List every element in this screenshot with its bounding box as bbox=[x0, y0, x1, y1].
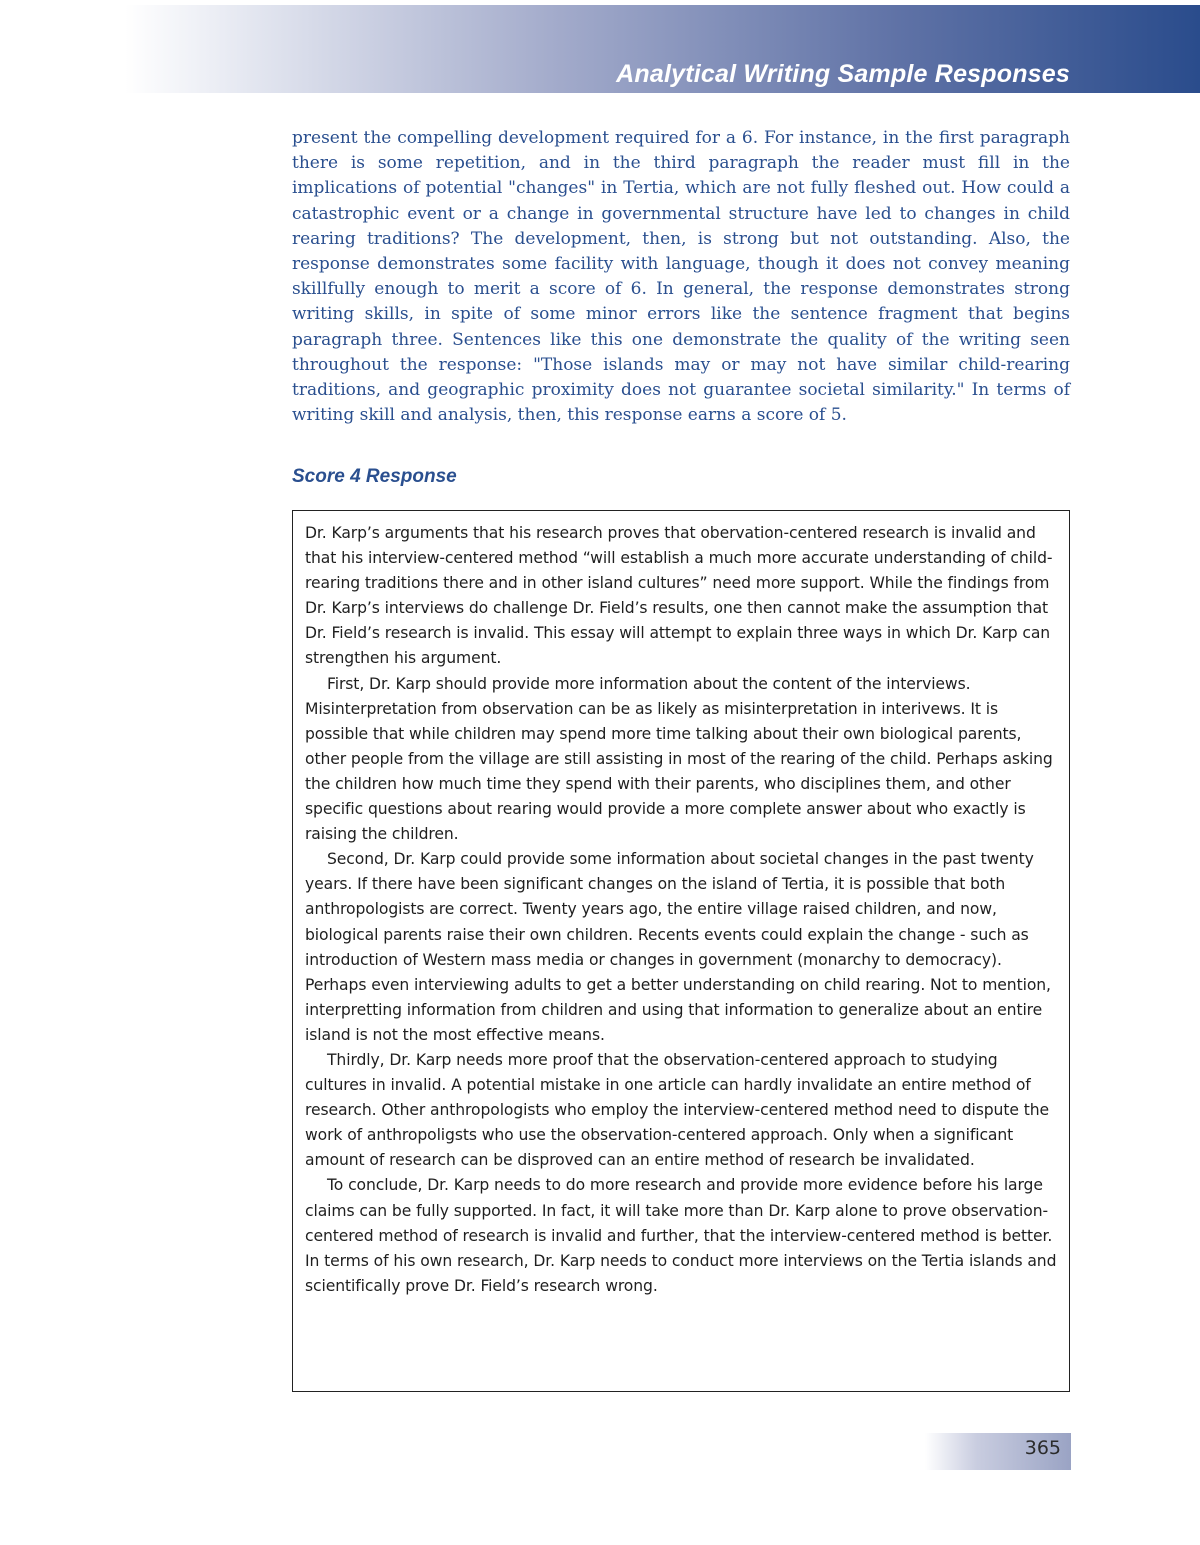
page-number-tab bbox=[925, 1433, 1071, 1470]
essay-paragraph-third-point: Thirdly, Dr. Karp needs more proof that the observation-centered approach to studying cultures in invalid. A potential mistake in one article can hardly invalidate an entire method of research. Other anthropologists who employ the interview-centered method need to dispute the work of anthropoligsts who use the observation-centered approach. Only when a significant amount of research can be disproved can an entire method of research be invalidated. bbox=[305, 1050, 1049, 1170]
score-commentary-paragraph: present the compelling development required for a 6. For instance, in the first paragraph there is some repetition, and in the third paragraph the reader must fill in the implications of potential "changes" in Tertia, which are not fully fleshed out. How could a catastrophic event or a change in governmental structure have led to changes in child rearing traditions? The development, then, is strong but not outstanding. Also, the response demonstrates some facility with language, though it does not convey meaning skillfully enough to merit a score of 6. In general, the response demonstrates strong writing skills, in spite of some minor errors like the sentence fragment that begins paragraph three. Sentences like this one demonstrate the quality of the writing seen throughout the response: "Those islands may or may not have similar child-rearing traditions, and geographic proximity does not guarantee societal similarity." In terms of writing skill and analysis, then, this response earns a score of 5. bbox=[292, 128, 1070, 426]
section-heading: Score 4 Response bbox=[292, 466, 457, 487]
essay-paragraph-second-point: Second, Dr. Karp could provide some information about societal changes in the past twenty years. If there have been significant changes on the island of Tertia, it is possible that both anthropologists are correct. Twenty years ago, the entire village raised children, and now, biological parents raise their own children. Recents events could explain the change - such as introduction of Western mass media or changes in government (monarchy to democracy). Perhaps even interviewing adults to get a better understanding on child rearing. Not to mention, interpretting information from children and using that information to generalize about an entire island is not the most effective means. bbox=[305, 850, 1051, 1044]
page-number: 365 bbox=[1024, 1437, 1061, 1459]
essay-paragraph-first-point: First, Dr. Karp should provide more information about the content of the interviews. Misinterpretation from observation can be as likely as misinterpretation in interivews. It is possible that while children may spend more time talking about their own biological parents, other people from the village are still assisting in most of the rearing of the child. Perhaps asking the children how much time they spend with their parents, who disciplines them, and other specific questions about rearing would provide a more complete answer about who exactly is raising the children. bbox=[305, 674, 1053, 844]
essay-response-box bbox=[292, 510, 1070, 1392]
running-header-title: Analytical Writing Sample Responses bbox=[616, 60, 1070, 88]
essay-paragraph-intro: Dr. Karp’s arguments that his research proves that obervation-centered research is invalid and that his interview-centered method “will establish a much more accurate understanding of child-rearing traditions there and in other island cultures” need more support. While the findings from Dr. Karp’s interviews do challenge Dr. Field’s results, one then cannot make the assumption that Dr. Field’s research is invalid. This essay will attempt to explain three ways in which Dr. Karp can strengthen his argument. bbox=[305, 524, 1053, 668]
essay-paragraph-conclusion: To conclude, Dr. Karp needs to do more research and provide more evidence before his large claims can be fully supported. In fact, it will take more than Dr. Karp alone to prove observation-centered method of research is invalid and further, that the interview-centered method is better. In terms of his own research, Dr. Karp needs to conduct more interviews on the Tertia islands and scientifically prove Dr. Field’s research wrong. bbox=[305, 1176, 1057, 1295]
